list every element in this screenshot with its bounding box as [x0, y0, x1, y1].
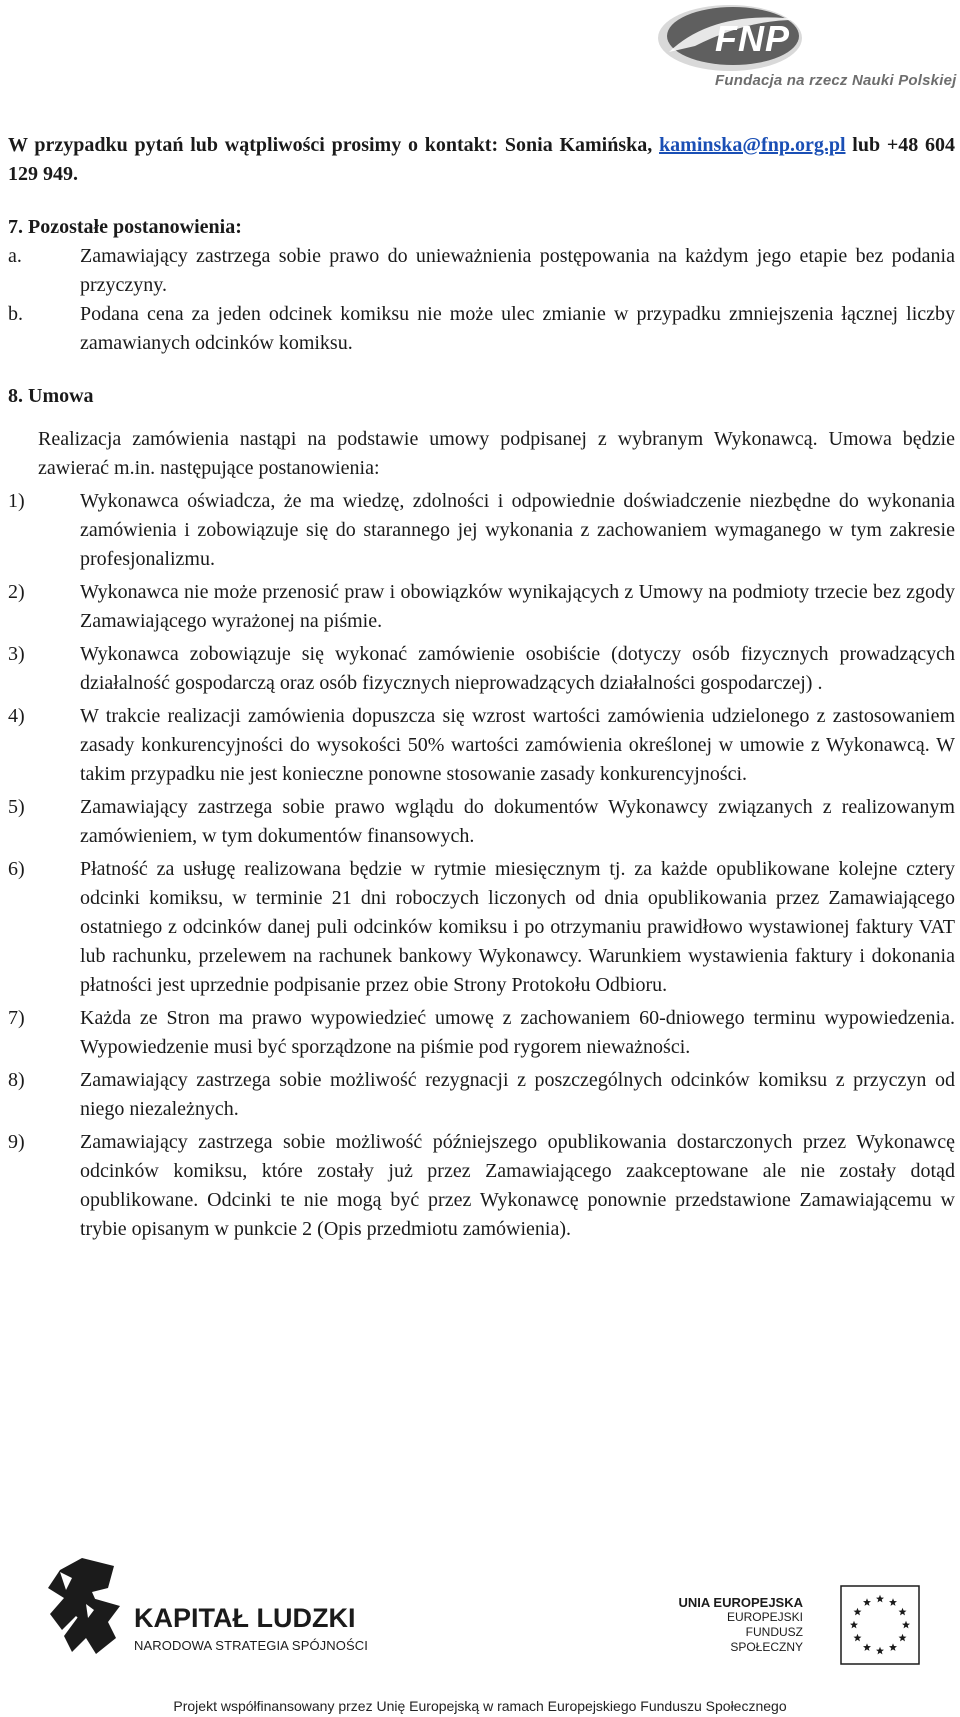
list-item-text: Podana cena za jeden odcinek komiksu nie może ulec zmianie w przypadku zmniejszenia łącznej liczby zamawianych odcinków komiksu. — [80, 303, 955, 354]
section-8-item-7 — [8, 1004, 955, 1062]
list-mark: 7) — [8, 1007, 25, 1029]
kapital-ludzki-logo — [42, 1558, 402, 1668]
contact-phone: lub +48 604 129 949. — [8, 134, 956, 185]
section-7-item-a — [8, 242, 955, 300]
section-8-item-2 — [8, 578, 955, 636]
document-body — [8, 131, 955, 1244]
list-item-text: Zamawiający zastrzega sobie prawo wglądu do dokumentów Wykonawcy związanych z realizowanym zamówieniem, w tym dokumentów finansowych. — [80, 796, 955, 847]
list-item-text: Zamawiający zastrzega sobie możliwość rezygnacji z poszczególnych odcinków komiksu z przyczyn od niego niezależnych. — [80, 1069, 955, 1120]
eu-line-2: EUROPEJSKI — [726, 1610, 803, 1624]
fnp-logo-graphic — [655, 0, 955, 80]
contact-paragraph — [8, 131, 955, 189]
kapital-ludzki-title: KAPITAŁ LUDZKI — [134, 1603, 356, 1633]
section-7-item-b — [8, 300, 955, 358]
list-item-text: Płatność za usługę realizowana będzie w rytmie miesięcznym tj. za każde opublikowane kolejne cztery odcinki komiksu, w terminie 21 dni roboczych liczonych od dnia opublikowania przez Zamawiającego ostatniego z odcinków danej puli odcinków komiksu i po otrzymaniu prawidłowo wystawionej faktury VAT lub rachunku, przelewem na rachunek bankowy Wykonawcy. Warunkiem wystawienia faktury i dokonania płatności jest uprzednie podpisanie przez obie Strony Protokołu Odbioru. — [80, 858, 955, 996]
list-mark: a. — [8, 245, 22, 267]
list-item-text: Każda ze Stron ma prawo wypowiedzieć umowę z zachowaniem 60-dniowego terminu wypowiedzenia. Wypowiedzenie musi być sporządzone na piśmie pod rygorem nieważności. — [80, 1007, 955, 1058]
list-item-text: Zamawiający zastrzega sobie możliwość późniejszego opublikowania dostarczonych przez Wykonawcę odcinków komiksu, które zostały już przez Zamawiającego zaakceptowane ale nie zostały dotąd opublikowane. Odcinki te nie mogą być przez Wykonawcę ponownie przedstawione Zamawiającemu w trybie opisanym w punkcie 2 (Opis przedmiotu zamówienia). — [80, 1131, 955, 1240]
fnp-logo — [655, 0, 955, 100]
list-item-text: Wykonawca zobowiązuje się wykonać zamówienie osobiście (dotyczy osób fizycznych prowadzących działalność gospodarczą oraz osób fizycznych nieprowadzących działalności gospodarczej) . — [80, 643, 955, 694]
list-mark: 5) — [8, 796, 25, 818]
kapital-ludzki-emblem — [42, 1558, 132, 1668]
section-8-item-9 — [8, 1128, 955, 1244]
list-item-text: Wykonawca oświadcza, że ma wiedzę, zdolności i odpowiednie doświadczenie niezbędne do wykonania zamówienia i zobowiązuje się do starannego jej wykonania z zachowaniem wymaganego w tym zakresie profesjonalizmu. — [80, 490, 955, 570]
eu-logo-text — [670, 1595, 803, 1655]
list-mark: 4) — [8, 705, 25, 727]
list-mark: 8) — [8, 1069, 25, 1091]
section-8-item-6 — [8, 855, 955, 1000]
fnp-logo-text: FNP — [715, 18, 790, 59]
section-8-item-1 — [8, 487, 955, 574]
section-7-title: 7. Pozostałe postanowienia: — [8, 216, 242, 238]
contact-email-link[interactable]: kaminska@fnp.org.pl — [659, 134, 846, 156]
fnp-logo-subtitle: Fundacja na rzecz Nauki Polskiej — [715, 72, 957, 89]
section-8-item-8 — [8, 1066, 955, 1124]
list-item-text: Zamawiający zastrzega sobie prawo do unieważnienia postępowania na każdym jego etapie bez podania przyczyny. — [80, 245, 955, 296]
list-item-text: W trakcie realizacji zamówienia dopuszcza się wzrost wartości zamówienia udzielonego z zastosowaniem zasady konkurencyjności do wysokości 50% wartości zamówienia określonej w umowie z Wykonawcą. W takim przypadku nie jest konieczne ponowne stosowanie zasady konkurencyjności. — [80, 705, 955, 785]
section-8-intro: Realizacja zamówienia nastąpi na podstawie umowy podpisanej z wybranym Wykonawcą. Umowa będzie zawierać m.in. następujące postanowienia: — [38, 428, 955, 479]
eu-line-3: FUNDUSZ SPOŁECZNY — [730, 1625, 803, 1654]
eu-line-1: UNIA EUROPEJSKA — [678, 1595, 803, 1610]
section-8-item-3 — [8, 640, 955, 698]
list-mark: 9) — [8, 1131, 25, 1153]
list-mark: 2) — [8, 581, 25, 603]
section-8-item-4 — [8, 702, 955, 789]
list-item-text: Wykonawca nie może przenosić praw i obowiązków wynikających z Umowy na podmioty trzecie bez zgody Zamawiającego wyrażonej na piśmie. — [80, 581, 955, 632]
kapital-ludzki-subtitle: NARODOWA STRATEGIA SPÓJNOŚCI — [134, 1638, 368, 1653]
section-8-item-5 — [8, 793, 955, 851]
list-mark: 6) — [8, 858, 25, 880]
list-mark: 3) — [8, 643, 25, 665]
list-mark: b. — [8, 303, 23, 325]
section-8-title: 8. Umowa — [8, 385, 94, 407]
contact-text: W przypadku pytań lub wątpliwości prosimy o kontakt: Sonia Kamińska, — [8, 134, 653, 156]
footer-note: Projekt współfinansowany przez Unię Europejską w ramach Europejskiego Funduszu Społecznego — [173, 1698, 787, 1714]
eu-logo — [670, 1585, 950, 1680]
list-mark: 1) — [8, 490, 25, 512]
eu-flag-icon — [840, 1585, 920, 1665]
